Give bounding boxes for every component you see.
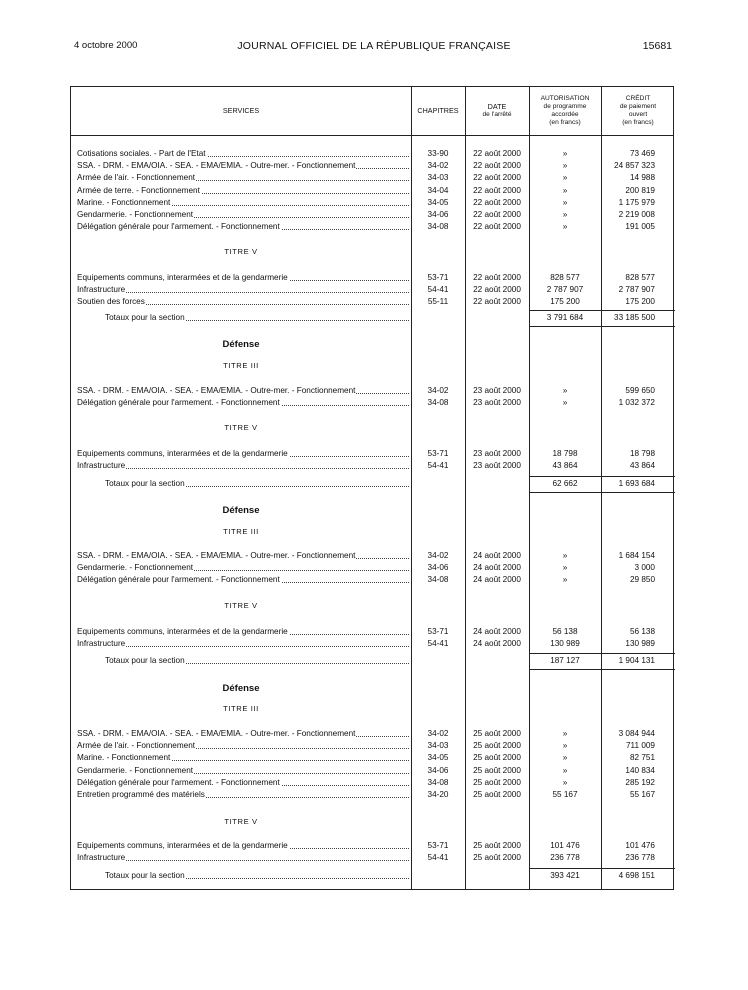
total-row	[71, 870, 675, 882]
section-title: Défense	[222, 505, 260, 516]
credit-cell: 130 989	[625, 639, 655, 648]
total-row	[71, 312, 675, 324]
leader-dots	[83, 860, 409, 861]
chapter-cell: 34-02	[427, 729, 449, 738]
credit-cell: 73 469	[629, 149, 655, 158]
column-header-credit: CRÉDIT de paiement ouvert (en francs)	[619, 95, 657, 126]
date-cell: 22 août 2000	[473, 285, 521, 294]
service-cell	[77, 460, 411, 472]
date-cell: 24 août 2000	[473, 627, 521, 636]
credit-cell: 2 219 008	[618, 210, 655, 219]
service-cell	[77, 284, 411, 296]
chapter-cell: 34-20	[427, 790, 449, 799]
chapter-cell: 54-41	[427, 285, 449, 294]
authorisation-cell: »	[562, 186, 568, 195]
credit-cell: 200 819	[625, 186, 655, 195]
credit-cell: 285 192	[625, 778, 655, 787]
service-label: Equipements communs, interarmées et de la gendarmerie	[77, 449, 288, 458]
table-row	[71, 221, 675, 233]
authorisation-cell: »	[562, 729, 568, 738]
table-row	[71, 777, 675, 789]
service-label: Délégation générale pour l'armement. - Fonctionnement	[77, 778, 280, 787]
date-cell: 22 août 2000	[473, 198, 521, 207]
chapter-cell: 34-08	[427, 778, 449, 787]
authorisation-cell: »	[562, 741, 568, 750]
service-cell	[77, 740, 411, 752]
total-label: Totaux pour la section	[105, 313, 185, 322]
chapter-cell: 34-05	[427, 198, 449, 207]
table-row	[71, 172, 675, 184]
service-cell	[77, 221, 411, 233]
authorisation-cell: 828 577	[550, 273, 580, 282]
date-cell: 22 août 2000	[473, 297, 521, 306]
date-cell: 22 août 2000	[473, 149, 521, 158]
table-row	[71, 550, 675, 562]
service-label: Armée de terre. - Fonctionnement	[77, 186, 200, 195]
service-cell	[77, 148, 411, 160]
date-cell: 22 août 2000	[473, 173, 521, 182]
page-date: 4 octobre 2000	[74, 40, 138, 51]
credit-cell: 43 864	[629, 461, 655, 470]
credit-cell: 18 798	[629, 449, 655, 458]
total-authorisation: 62 662	[552, 479, 578, 488]
table-row	[71, 209, 675, 221]
total-bottom-rule	[529, 492, 675, 493]
service-label: Cotisations sociales. - Part de l'Etat	[77, 149, 206, 158]
service-cell	[77, 626, 411, 638]
group-subtitle: TITRE V	[224, 423, 258, 432]
group-subtitle: TITRE III	[223, 361, 259, 370]
table-row	[71, 852, 675, 864]
credit-cell: 191 005	[625, 222, 655, 231]
service-label: Délégation générale pour l'armement. - Fonctionnement	[77, 398, 280, 407]
credit-cell: 29 850	[629, 575, 655, 584]
service-cell	[77, 272, 411, 284]
table-row	[71, 765, 675, 777]
total-credit: 1 904 131	[618, 656, 655, 665]
service-label: Marine. - Fonctionnement	[77, 753, 171, 762]
date-cell: 25 août 2000	[473, 778, 521, 787]
service-label: Equipements communs, interarmées et de la gendarmerie	[77, 627, 288, 636]
credit-cell: 1 032 372	[618, 398, 655, 407]
authorisation-cell: 2 787 907	[546, 285, 584, 294]
chapter-cell: 34-02	[427, 386, 449, 395]
table-row	[71, 397, 675, 409]
total-label: Totaux pour la section	[105, 479, 185, 488]
table-row	[71, 626, 675, 638]
credit-cell: 711 009	[626, 741, 655, 750]
group-subtitle: TITRE V	[224, 601, 258, 610]
authorisation-cell: »	[562, 398, 568, 407]
credit-cell: 24 857 323	[614, 161, 655, 170]
date-cell: 24 août 2000	[473, 551, 521, 560]
total-bottom-rule	[529, 669, 675, 670]
service-cell	[77, 185, 411, 197]
credit-cell: 101 476	[625, 841, 655, 850]
date-cell: 23 août 2000	[473, 449, 521, 458]
credit-cell: 236 778	[625, 853, 655, 862]
chapter-cell: 34-03	[427, 741, 449, 750]
section-title: Défense	[222, 683, 260, 694]
service-cell	[77, 638, 411, 650]
chapter-cell: 55-11	[427, 297, 449, 306]
table-row	[71, 448, 675, 460]
table-row	[71, 789, 675, 801]
service-label: SSA. - DRM. - EMA/OIA. - SEA. - EMA/EMIA. - Outre-mer. - Fonctionnement	[77, 161, 356, 170]
service-label: Délégation générale pour l'armement. - Fonctionnement	[77, 222, 280, 231]
chapter-cell: 54-41	[427, 639, 449, 648]
date-cell: 24 août 2000	[473, 575, 521, 584]
date-cell: 25 août 2000	[473, 729, 521, 738]
date-cell: 24 août 2000	[473, 563, 521, 572]
service-cell	[77, 385, 411, 397]
date-cell: 25 août 2000	[473, 790, 521, 799]
authorisation-cell: 101 476	[550, 841, 580, 850]
table-row	[71, 148, 675, 160]
service-cell	[77, 765, 411, 777]
chapter-cell: 34-03	[427, 173, 449, 182]
service-cell	[77, 448, 411, 460]
date-cell: 23 août 2000	[473, 461, 521, 470]
table-row	[71, 197, 675, 209]
column-header-date: DATE de l'arrêté	[482, 102, 512, 118]
date-cell: 25 août 2000	[473, 853, 521, 862]
group-subtitle: TITRE III	[223, 527, 259, 536]
service-label: Infrastructure	[77, 461, 126, 470]
service-label: Infrastructure	[77, 639, 126, 648]
chapter-cell: 34-08	[427, 222, 449, 231]
group-subtitle: TITRE III	[223, 704, 259, 713]
service-label: Gendarmerie. - Fonctionnement	[77, 766, 194, 775]
chapter-cell: 54-41	[427, 461, 449, 470]
authorisation-cell: 130 989	[550, 639, 580, 648]
total-row	[71, 655, 675, 667]
authorisation-cell: »	[562, 753, 568, 762]
credit-cell: 56 138	[629, 627, 655, 636]
service-cell	[77, 550, 411, 562]
chapter-cell: 54-41	[427, 853, 449, 862]
chapter-cell: 34-08	[427, 398, 449, 407]
authorisation-cell: 55 167	[552, 790, 578, 799]
table-row	[71, 185, 675, 197]
service-label: SSA. - DRM. - EMA/OIA. - SEA. - EMA/EMIA. - Outre-mer. - Fonctionnement	[77, 551, 356, 560]
chapter-cell: 34-08	[427, 575, 449, 584]
date-cell: 25 août 2000	[473, 741, 521, 750]
group-subtitle: TITRE V	[224, 817, 258, 826]
total-authorisation: 393 421	[550, 871, 580, 880]
date-cell: 22 août 2000	[473, 273, 521, 282]
service-label: Gendarmerie. - Fonctionnement	[77, 563, 194, 572]
total-credit: 33 185 500	[614, 313, 655, 322]
service-cell	[77, 574, 411, 586]
date-cell: 22 août 2000	[473, 210, 521, 219]
service-label: Soutien des forces	[77, 297, 145, 306]
column-header-authorisation: AUTORISATION de programme accordée (en francs)	[540, 95, 590, 126]
credit-cell: 1 684 154	[618, 551, 655, 560]
service-cell	[77, 840, 411, 852]
column-header-chapters: CHAPITRES	[417, 106, 459, 115]
table-row	[71, 272, 675, 284]
credit-cell: 175 200	[625, 297, 655, 306]
credit-cell: 55 167	[629, 790, 655, 799]
service-cell	[77, 296, 411, 308]
total-label: Totaux pour la section	[105, 871, 185, 880]
date-cell: 23 août 2000	[473, 398, 521, 407]
allocation-table	[70, 86, 674, 890]
authorisation-cell: »	[562, 386, 568, 395]
credit-cell: 2 787 907	[618, 285, 655, 294]
authorisation-cell: 236 778	[550, 853, 580, 862]
total-credit: 1 693 684	[618, 479, 655, 488]
service-cell	[77, 752, 411, 764]
authorisation-cell: 18 798	[552, 449, 578, 458]
credit-cell: 140 834	[625, 766, 655, 775]
table-row	[71, 160, 675, 172]
total-authorisation: 3 791 684	[546, 313, 584, 322]
service-cell	[77, 789, 411, 801]
authorisation-cell: »	[562, 198, 568, 207]
date-cell: 22 août 2000	[473, 222, 521, 231]
total-top-rule	[529, 653, 675, 654]
chapter-cell: 53-71	[427, 627, 449, 636]
service-label: Délégation générale pour l'armement. - Fonctionnement	[77, 575, 280, 584]
service-label: SSA. - DRM. - EMA/OIA. - SEA. - EMA/EMIA. - Outre-mer. - Fonctionnement	[77, 729, 356, 738]
total-label-cell	[105, 478, 411, 490]
page-number: 15681	[642, 40, 672, 52]
authorisation-cell: »	[562, 222, 568, 231]
total-authorisation: 187 127	[550, 656, 580, 665]
chapter-cell: 34-06	[427, 563, 449, 572]
table-row	[71, 752, 675, 764]
chapter-cell: 34-06	[427, 766, 449, 775]
total-credit: 4 698 151	[618, 871, 655, 880]
authorisation-cell: »	[562, 161, 568, 170]
credit-cell: 828 577	[625, 273, 655, 282]
table-row	[71, 740, 675, 752]
service-cell	[77, 562, 411, 574]
service-label: Armée de l'air. - Fonctionnement	[77, 173, 196, 182]
total-label-cell	[105, 870, 411, 882]
credit-cell: 82 751	[629, 753, 655, 762]
service-label: Infrastructure	[77, 853, 126, 862]
authorisation-cell: »	[562, 173, 568, 182]
service-label: Gendarmerie. - Fonctionnement	[77, 210, 194, 219]
date-cell: 22 août 2000	[473, 186, 521, 195]
service-cell	[77, 197, 411, 209]
credit-cell: 3 000	[634, 563, 655, 572]
chapter-cell: 34-05	[427, 753, 449, 762]
total-top-rule	[529, 476, 675, 477]
authorisation-cell: »	[562, 563, 568, 572]
chapter-cell: 34-04	[427, 186, 449, 195]
chapter-cell: 33-90	[427, 149, 449, 158]
credit-cell: 3 084 944	[618, 729, 655, 738]
chapter-cell: 34-02	[427, 161, 449, 170]
service-label: SSA. - DRM. - EMA/OIA. - SEA. - EMA/EMIA. - Outre-mer. - Fonctionnement	[77, 386, 356, 395]
chapter-cell: 34-06	[427, 210, 449, 219]
total-top-rule	[529, 310, 675, 311]
table-row	[71, 385, 675, 397]
total-top-rule	[529, 868, 675, 869]
authorisation-cell: »	[562, 766, 568, 775]
service-cell	[77, 172, 411, 184]
chapter-cell: 53-71	[427, 273, 449, 282]
leader-dots	[83, 292, 409, 293]
chapter-cell: 53-71	[427, 841, 449, 850]
total-label: Totaux pour la section	[105, 656, 185, 665]
authorisation-cell: 56 138	[552, 627, 578, 636]
date-cell: 25 août 2000	[473, 841, 521, 850]
journal-title: JOURNAL OFFICIEL DE LA RÉPUBLIQUE FRANÇAISE	[237, 40, 511, 52]
chapter-cell: 53-71	[427, 449, 449, 458]
table-row	[71, 460, 675, 472]
service-cell	[77, 160, 411, 172]
table-row	[71, 574, 675, 586]
table-body	[71, 87, 675, 889]
service-label: Marine. - Fonctionnement	[77, 198, 171, 207]
credit-cell: 1 175 979	[618, 198, 655, 207]
authorisation-cell: »	[562, 551, 568, 560]
date-cell: 25 août 2000	[473, 753, 521, 762]
authorisation-cell: »	[562, 210, 568, 219]
service-label: Armée de l'air. - Fonctionnement	[77, 741, 196, 750]
service-cell	[77, 852, 411, 864]
service-label: Entretien programmé des matériels	[77, 790, 205, 799]
service-label: Equipements communs, interarmées et de la gendarmerie	[77, 841, 288, 850]
authorisation-cell: »	[562, 149, 568, 158]
credit-cell: 14 988	[629, 173, 655, 182]
leader-dots	[83, 468, 409, 469]
total-label-cell	[105, 655, 411, 667]
total-label-cell	[105, 312, 411, 324]
authorisation-cell: 43 864	[552, 461, 578, 470]
total-row	[71, 478, 675, 490]
table-row	[71, 728, 675, 740]
service-cell	[77, 728, 411, 740]
service-cell	[77, 209, 411, 221]
table-row	[71, 296, 675, 308]
total-bottom-rule	[529, 326, 675, 327]
table-row	[71, 284, 675, 296]
group-subtitle: TITRE V	[224, 247, 258, 256]
section-title: Défense	[222, 339, 260, 350]
service-label: Equipements communs, interarmées et de la gendarmerie	[77, 273, 288, 282]
authorisation-cell: »	[562, 778, 568, 787]
date-cell: 22 août 2000	[473, 161, 521, 170]
service-cell	[77, 397, 411, 409]
authorisation-cell: 175 200	[550, 297, 580, 306]
chapter-cell: 34-02	[427, 551, 449, 560]
table-row	[71, 840, 675, 852]
date-cell: 24 août 2000	[473, 639, 521, 648]
date-cell: 25 août 2000	[473, 766, 521, 775]
date-cell: 23 août 2000	[473, 386, 521, 395]
service-cell	[77, 777, 411, 789]
leader-dots	[83, 646, 409, 647]
table-row	[71, 638, 675, 650]
credit-cell: 599 650	[625, 386, 655, 395]
authorisation-cell: »	[562, 575, 568, 584]
service-label: Infrastructure	[77, 285, 126, 294]
table-row	[71, 562, 675, 574]
column-header-services: SERVICES	[222, 106, 260, 115]
